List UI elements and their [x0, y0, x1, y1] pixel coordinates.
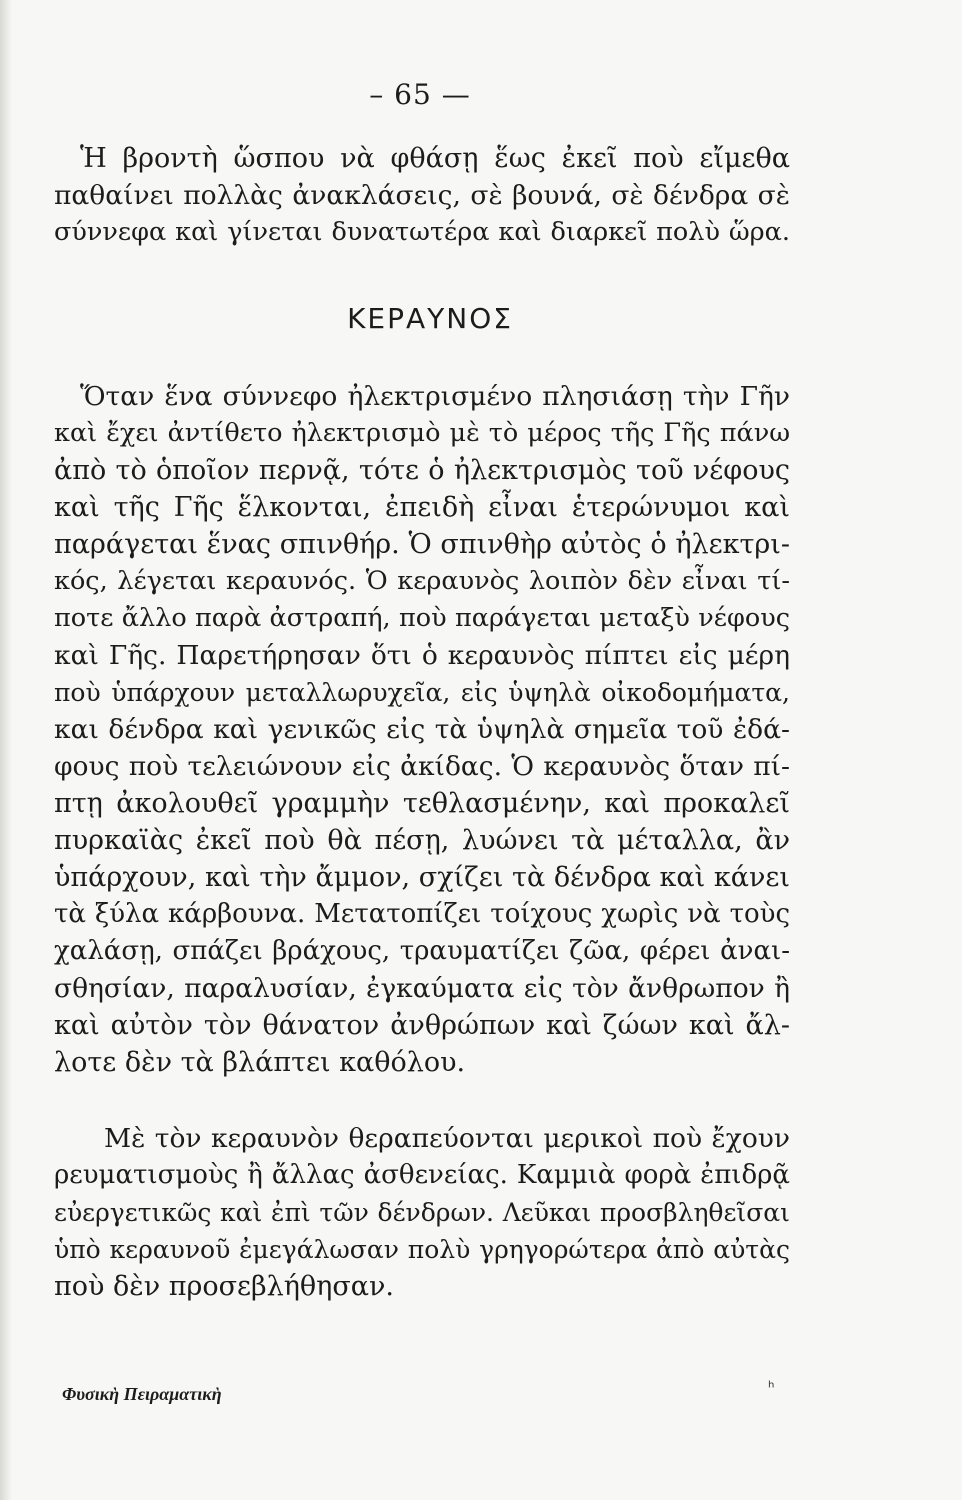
intro-paragraph — [54, 140, 790, 251]
text-line: ποὺ ὑπάρχουν μεταλλωρυχεῖα, εἰς ὑψηλὰ οἰκοδομήματα, — [54, 678, 790, 707]
text-line: φους ποὺ τελειώνουν εἰς ἀκίδας. Ὁ κεραυνὸς ὅταν πί- — [54, 751, 790, 782]
text-line: και δένδρα καὶ γενικῶς εἰς τὰ ὑψηλὰ σημεῖα τοῦ ἐδά- — [54, 714, 790, 745]
page-edge-shadow — [0, 0, 12, 1500]
text-line: καὶ ἔχει ἀντίθετο ἠλεκτρισμὸ μὲ τὸ μέρος τῆς Γῆς πάνω — [54, 418, 790, 448]
text-line: Ὅταν ἕνα σύννεφο ἠλεκτρισμένο πλησιάσῃ τὴν Γῆν — [80, 381, 790, 412]
text-line: καὶ τῆς Γῆς ἕλκονται, ἐπειδὴ εἶναι ἑτερώνυμοι καὶ — [54, 492, 790, 523]
text-line: λοτε δὲν τὰ βλάπτει καθόλου. — [54, 1047, 466, 1078]
text-line: σύννεφα καὶ γίνεται δυνατωτέρα καὶ διαρκεῖ πολὺ ὥρα. — [54, 217, 790, 247]
footer-signature: Φυσικὴ Πειραματικὴ — [62, 1384, 222, 1404]
text-line: Ἡ βροντὴ ὥσπου νὰ φθάσῃ ἕως ἐκεῖ ποὺ εἴμεθα — [80, 143, 790, 174]
text-line: καὶ Γῆς. Παρετήρησαν ὅτι ὁ κεραυνὸς πίπτει εἰς μέρη — [54, 640, 790, 671]
footer-mark: ʰ — [768, 1378, 775, 1397]
page-number: – 65 — — [369, 78, 471, 111]
last-paragraph — [54, 1120, 790, 1305]
text-line: Μὲ τὸν κεραυνὸν θεραπεύονται μερικοὶ ποὺ ἔχουν — [104, 1123, 790, 1154]
text-line: κός, λέγεται κεραυνός. Ὁ κεραυνὸς λοιπὸν δὲν εἶναι τί- — [54, 566, 790, 596]
text-line: ποὺ δὲν προσεβλήθησαν. — [54, 1271, 395, 1302]
section-heading: ΚΕΡΑΥΝΟΣ — [347, 302, 513, 335]
text-line: παράγεται ἕνας σπινθήρ. Ὁ σπινθὴρ αὐτὸς ὁ ἠλεκτρι- — [54, 529, 790, 560]
text-line: χαλάσῃ, σπάζει βράχους, τραυματίζει ζῶα, φέρει ἀναι- — [54, 936, 790, 966]
text-line: εὐεργετικῶς καὶ ἐπὶ τῶν δένδρων. Λεῦκαι προσβληθεῖσαι — [54, 1198, 790, 1227]
text-line: τὰ ξύλα κάρβουνα. Μετατοπίζει τοίχους χωρὶς νὰ τοὺς — [54, 899, 790, 929]
text-line: παθαίνει πολλὰς ἀνακλάσεις, σὲ βουνά, σὲ δένδρα σὲ — [54, 180, 790, 211]
text-line: καὶ αὐτὸν τὸν θάνατον ἀνθρώπων καὶ ζώων καὶ ἄλ- — [54, 1010, 790, 1041]
body-paragraph — [54, 378, 790, 1081]
text-line: ἀπὸ τὸ ὁποῖον περνᾷ, τότε ὁ ἠλεκτρισμὸς τοῦ νέφους — [54, 455, 790, 486]
text-line: ὑπὸ κεραυνοῦ ἐμεγάλωσαν πολὺ γρηγορώτερα ἀπὸ αὐτὰς — [54, 1235, 790, 1264]
text-line: ὑπάρχουν, καὶ τὴν ἄμμον, σχίζει τὰ δένδρα καὶ κάνει — [54, 862, 790, 893]
text-line: πτῃ ἀκολουθεῖ γραμμὴν τεθλασμένην, καὶ προκαλεῖ — [54, 788, 790, 819]
text-line: ρευματισμοὺς ἢ ἄλλας ἀσθενείας. Καμμιὰ φορὰ ἐπιδρᾷ — [54, 1160, 790, 1190]
text-line: πυρκαϊὰς ἐκεῖ ποὺ θὰ πέσῃ, λυώνει τὰ μέταλλα, ἂν — [54, 825, 790, 856]
text-line: ποτε ἄλλο παρὰ ἀστραπή, ποὺ παράγεται μεταξὺ νέφους — [54, 603, 790, 633]
text-line: σθησίαν, παραλυσίαν, ἐγκαύματα εἰς τὸν ἄνθρωπον ἢ — [54, 973, 790, 1004]
